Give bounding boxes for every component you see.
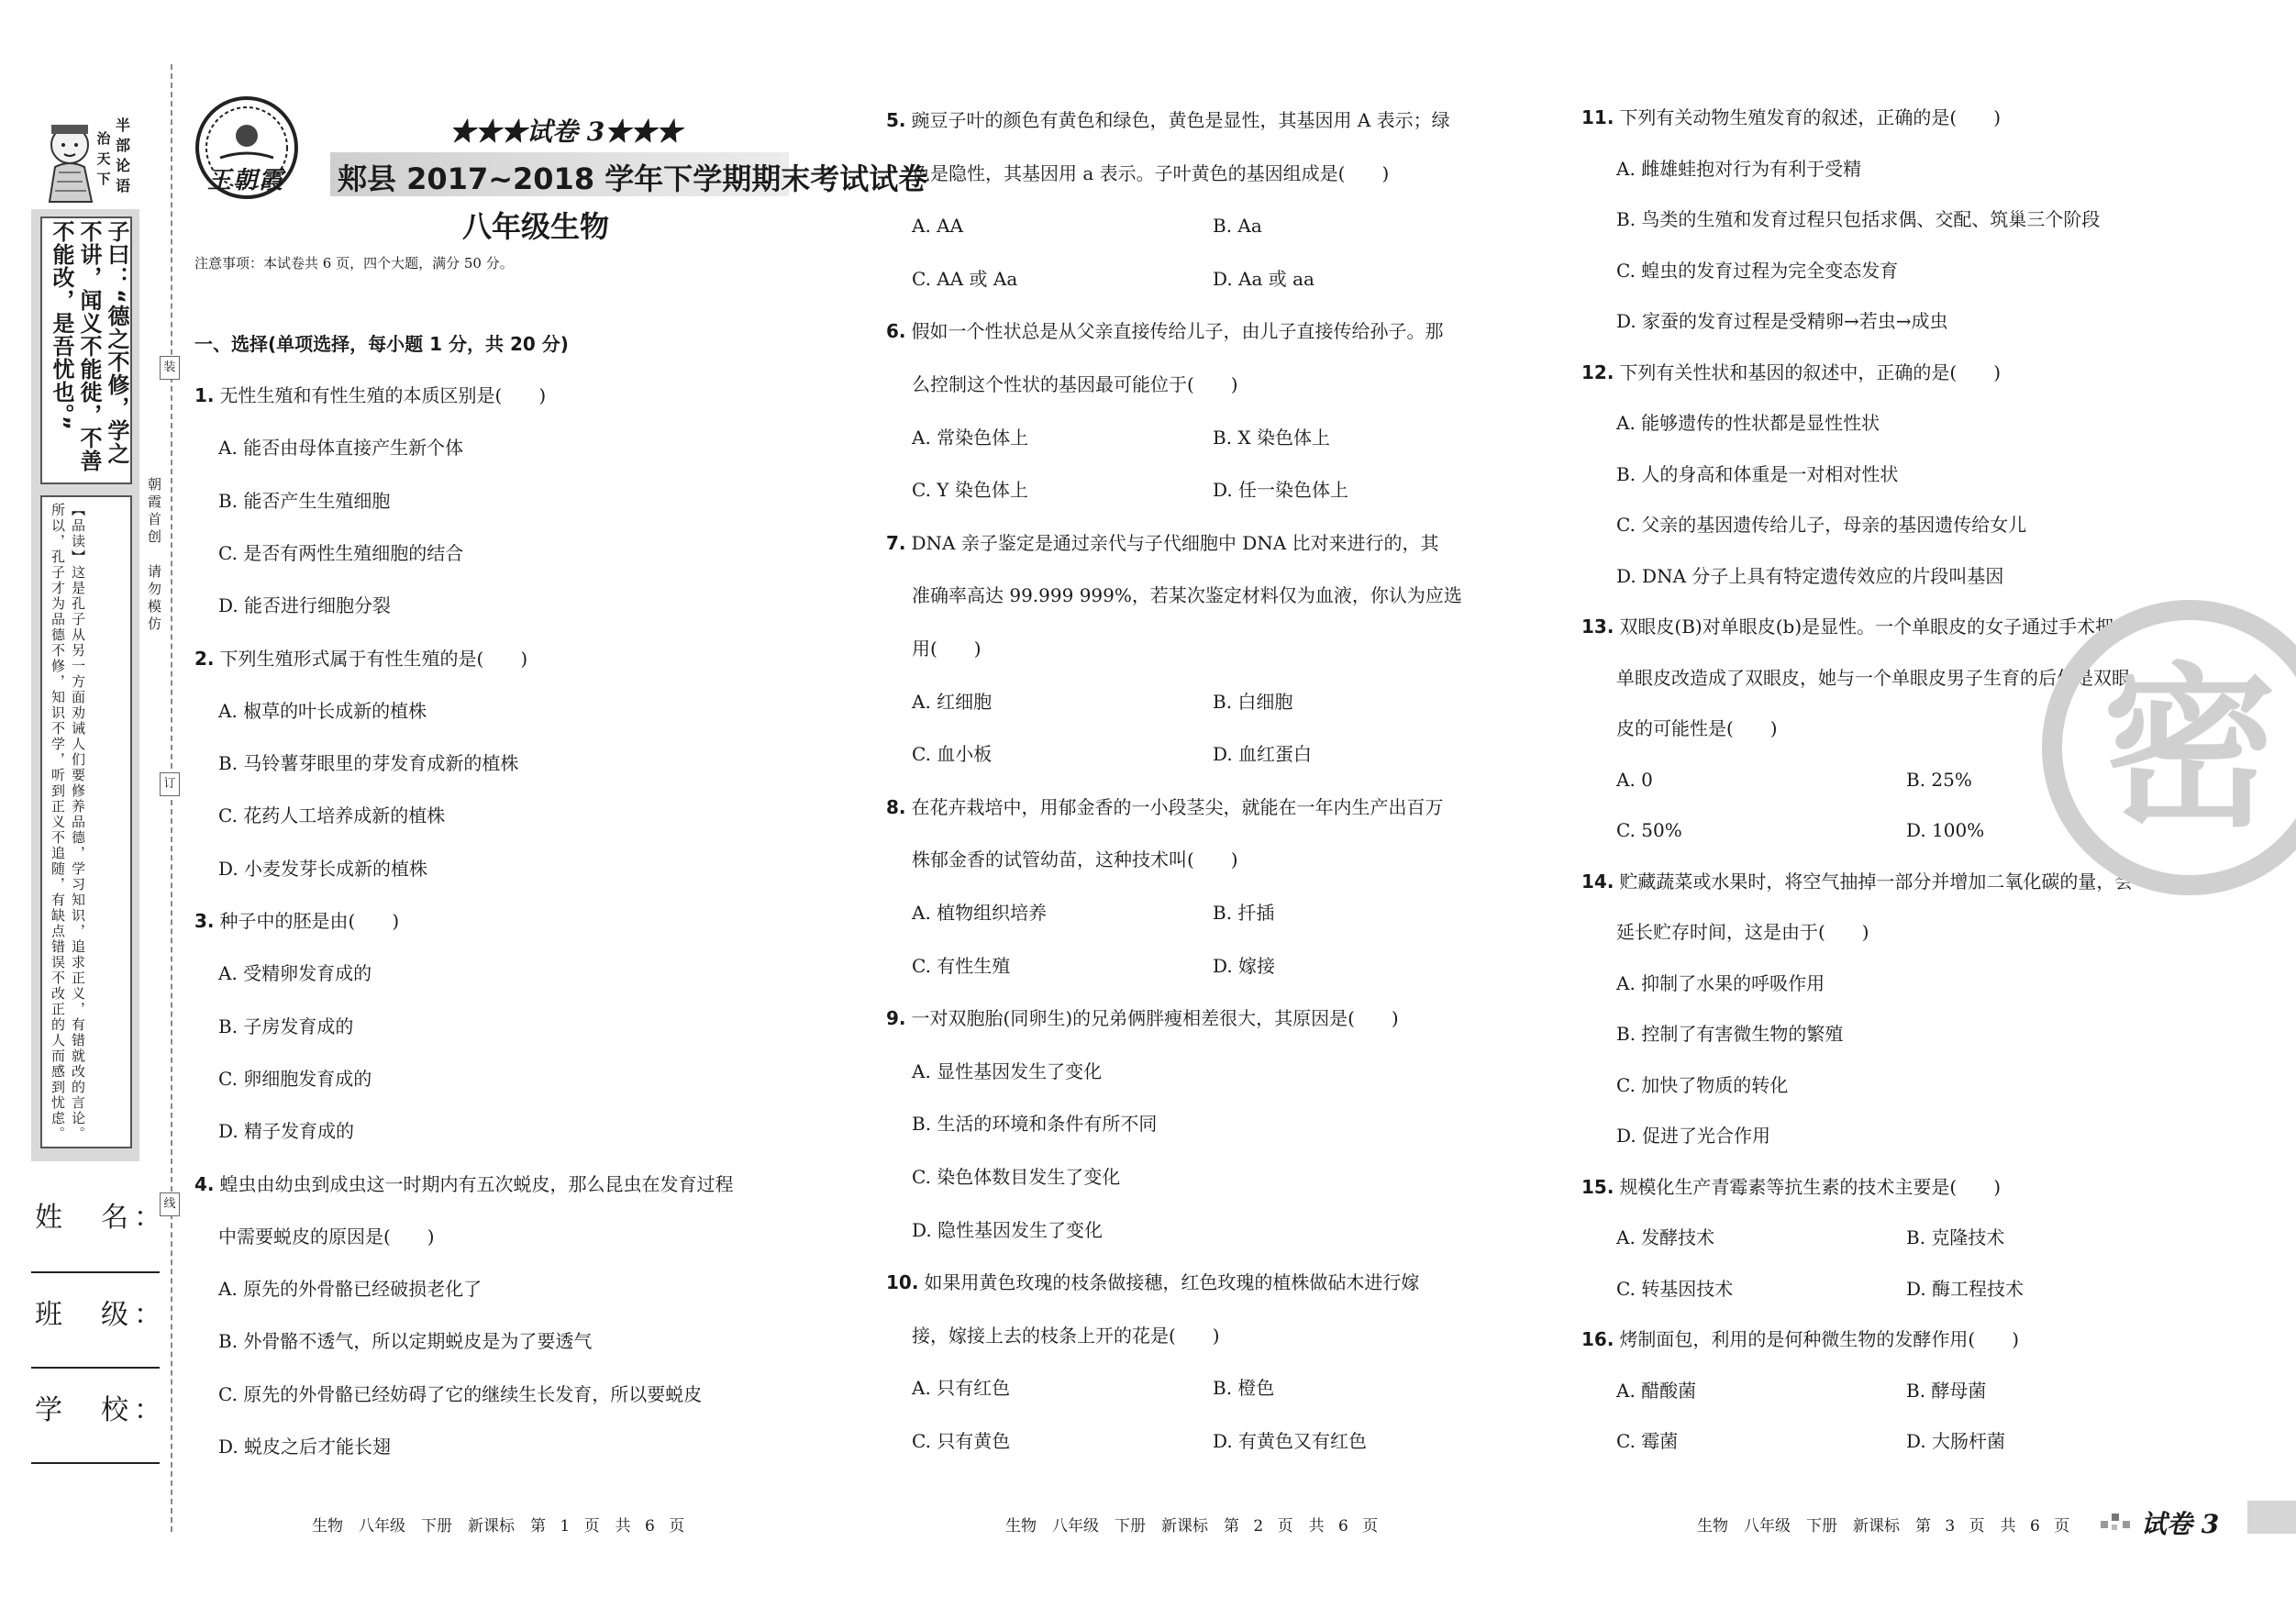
answer-option: C. AA 或 Aa [912, 267, 1018, 290]
question-number: 11. [1581, 106, 1614, 128]
sidebar-motto-2: 治 天 下 [96, 130, 111, 187]
question-number: 8. [886, 795, 906, 818]
question-number: 4. [194, 1172, 215, 1195]
question-stem [1581, 615, 2113, 638]
question-number: 5. [886, 109, 906, 131]
exam-title: 郏县 2017~2018 学年下学期期末考试试卷 [338, 161, 928, 196]
sidebar-motto: 半 部 论 语 [115, 116, 130, 194]
question-text: 蝗虫由幼虫到成虫这一时期内有五次蜕皮，那么昆虫在发育过程 [219, 1172, 734, 1195]
question-number: 3. [194, 910, 215, 932]
question-text: 烤制面包，利用的是何种微生物的发酵作用( ) [1619, 1328, 2020, 1350]
answer-option: D. 家蚕的发育过程是受精卵→若虫→成虫 [1616, 310, 1948, 332]
answer-option: D. 隐性基因发生了变化 [912, 1218, 1104, 1241]
answer-option: D. 血红蛋白 [1213, 743, 1313, 766]
answer-option: A. 原先的外骨骼已经破损老化了 [218, 1278, 482, 1301]
svg-text:密: 密 [2102, 648, 2278, 850]
answer-option: A. 醋酸菌 [1616, 1379, 1697, 1402]
exam-notice: 注意事项：本试卷共 6 页，四个大题，满分 50 分。 [194, 255, 514, 272]
question-continuation: 接，嫁接上去的枝条上开的花是( ) [912, 1324, 1220, 1347]
question-stem [1581, 105, 2001, 129]
school-line [31, 1462, 160, 1464]
question-stem [194, 647, 527, 671]
answer-option: D. 精子发育成的 [218, 1120, 355, 1143]
question-number: 12. [1581, 360, 1614, 383]
footer-page-3: 生物 八年级 下册 新课标 第 3 页 共 6 页 [1697, 1517, 2070, 1536]
seal-mark-1: 装 [160, 356, 180, 380]
question-stem [886, 1270, 1419, 1294]
question-stem [1581, 360, 2001, 384]
answer-option: B. 马铃薯芽眼里的芽发育成新的植株 [218, 752, 519, 775]
footer-bar [2247, 1501, 2296, 1534]
confidential-seal-watermark [2038, 596, 2296, 899]
answer-option: A. 常染色体上 [912, 426, 1029, 449]
answer-option: A. 发酵技术 [1616, 1226, 1715, 1248]
reading-commentary: 【品读】这是孔子从另一方面劝诫人们要修养品德，学习知识，追求正义，有错就改的言论。所以，孔子才为品德不修，知识不学，听到正义不追随，有缺点错误不改正的人而感到忧虑。 [50, 503, 86, 1142]
answer-option: A. 雌雄蛙抱对行为有利于受精 [1616, 157, 1862, 180]
name-label: 姓 名： [35, 1202, 167, 1234]
answer-option: B. 控制了有害微生物的繁殖 [1616, 1023, 1844, 1045]
question-number: 6. [886, 320, 906, 343]
answer-option: B. 酵母菌 [1906, 1379, 1987, 1402]
binding-line [171, 64, 172, 1532]
question-stem [194, 1172, 734, 1196]
answer-option: D. DNA 分子上具有特定遗传效应的片段叫基因 [1616, 564, 2004, 587]
answer-option: A. 0 [1616, 768, 1653, 791]
answer-option: C. 转基因技术 [1616, 1277, 1734, 1300]
school-label: 学 校： [35, 1394, 167, 1426]
question-text: 种子中的胚是由( ) [219, 910, 400, 932]
answer-option: B. 外骨骼不透气，所以定期蜕皮是为了要透气 [218, 1330, 593, 1353]
exam-label: ★★★试卷 3★★★ [449, 116, 682, 147]
copyright-note: 朝霞首创 请勿模仿 [146, 477, 162, 634]
question-continuation: 单眼皮改造成了双眼皮，她与一个单眼皮男子生育的后代是双眼 [1616, 666, 2130, 689]
question-stem [1581, 1327, 2019, 1351]
question-stem [886, 1006, 1399, 1030]
answer-option: A. 红细胞 [912, 690, 993, 713]
answer-option: A. AA [912, 215, 964, 238]
footer-page-2: 生物 八年级 下册 新课标 第 2 页 共 6 页 [1005, 1517, 1379, 1536]
answer-option: B. 25% [1906, 768, 1972, 791]
answer-option: D. 大肠杆菌 [1906, 1430, 2006, 1452]
question-text: 假如一个性状总是从父亲直接传给儿子，由儿子直接传给孙子。那 [911, 320, 1444, 343]
question-text: 无性生殖和有性生殖的本质区别是( ) [219, 384, 547, 406]
question-continuation: 延长贮存时间，这是由于( ) [1616, 921, 1869, 943]
answer-option: B. Aa [1213, 215, 1262, 238]
answer-option: C. Y 染色体上 [912, 479, 1028, 502]
section-heading: 一、选择(单项选择，每小题 1 分，共 20 分) [194, 333, 569, 355]
question-number: 10. [886, 1271, 919, 1294]
question-stem [886, 319, 1444, 343]
answer-option: A. 椒草的叶长成新的植株 [218, 699, 427, 722]
seal-mark-3: 线 [160, 1192, 180, 1216]
question-continuation: 色是隐性，其基因用 a 表示。子叶黄色的基因组成是( ) [912, 161, 1390, 184]
answer-option: C. 加快了物质的转化 [1616, 1073, 1789, 1096]
question-continuation: 皮的可能性是( ) [1616, 717, 1778, 739]
question-number: 7. [886, 531, 906, 554]
footer-exam-label: 试卷 3 [2141, 1509, 2220, 1539]
question-number: 15. [1581, 1175, 1614, 1198]
answer-option: A. 只有红色 [912, 1377, 1011, 1400]
question-continuation: 株郁金香的试管幼苗，这种技术叫( ) [912, 848, 1238, 871]
question-stem [886, 795, 1444, 819]
question-number: 14. [1581, 870, 1614, 893]
answer-option: D. 酶工程技术 [1906, 1277, 2024, 1300]
answer-option: A. 显性基因发生了变化 [912, 1059, 1103, 1082]
answer-option: B. 橙色 [1213, 1377, 1275, 1400]
answer-option: D. 任一染色体上 [1213, 479, 1349, 502]
answer-option: B. X 染色体上 [1213, 426, 1331, 449]
question-continuation: 么控制这个性状的基因最可能位于( ) [912, 373, 1238, 395]
answer-option: C. 血小板 [912, 743, 993, 766]
question-text: 下列生殖形式属于有性生殖的是( ) [219, 647, 528, 670]
question-text: 一对双胞胎(同卵生)的兄弟俩胖瘦相差很大，其原因是( ) [911, 1007, 1399, 1030]
question-stem [886, 108, 1450, 132]
question-stem [886, 531, 1439, 555]
answer-option: C. 只有黄色 [912, 1430, 1011, 1452]
question-text: 豌豆子叶的颜色有黄色和绿色，黄色是显性，其基因用 A 表示；绿 [911, 109, 1450, 131]
answer-option: D. 能否进行细胞分裂 [218, 594, 392, 617]
question-text: 下列有关性状和基因的叙述中，正确的是( ) [1619, 360, 2002, 383]
footer-dots-icon [2101, 1510, 2137, 1532]
answer-option: C. 50% [1616, 819, 1682, 841]
question-number: 1. [194, 384, 215, 406]
question-stem [194, 383, 546, 407]
question-text: 在花卉栽培中，用郁金香的一小段茎尖，就能在一年内生产出百万 [911, 795, 1444, 818]
answer-option: B. 扦插 [1213, 902, 1275, 924]
answer-option: C. 染色体数目发生了变化 [912, 1166, 1121, 1188]
answer-option: B. 能否产生生殖细胞 [218, 489, 391, 512]
question-text: 如果用黄色玫瑰的枝条做接穗，红色玫瑰的植株做砧木进行嫁 [924, 1271, 1420, 1294]
answer-option: C. 卵细胞发育成的 [218, 1067, 372, 1090]
answer-option: D. 嫁接 [1213, 954, 1276, 977]
subject-title: 八年级生物 [462, 209, 610, 244]
answer-option: C. 霉菌 [1616, 1430, 1679, 1452]
logo-text: 王朝霞 [207, 167, 285, 194]
answer-option: A. 抑制了水果的呼吸作用 [1616, 971, 1825, 994]
confucius-quote: 子曰：“德之不修，学之不讲，闻义不能徙，不善不能改，是吾忧也。” [49, 220, 129, 472]
question-number: 16. [1581, 1328, 1614, 1350]
answer-option: D. Aa 或 aa [1213, 267, 1314, 290]
answer-option: C. 花药人工培养成新的植株 [218, 804, 446, 827]
answer-option: D. 蜕皮之后才能长翅 [218, 1436, 392, 1458]
answer-option: C. 父亲的基因遗传给儿子，母亲的基因遗传给女儿 [1616, 514, 2027, 536]
class-label: 班 级： [35, 1299, 167, 1331]
answer-option: B. 鸟类的生殖和发育过程只包括求偶、交配、筑巢三个阶段 [1616, 208, 2101, 230]
answer-option: C. 有性生殖 [912, 954, 1011, 977]
question-text: DNA 亲子鉴定是通过亲代与子代细胞中 DNA 比对来进行的，其 [911, 531, 1439, 554]
footer-page-1: 生物 八年级 下册 新课标 第 1 页 共 6 页 [312, 1517, 685, 1536]
question-stem [194, 909, 399, 933]
answer-option: D. 促进了光合作用 [1616, 1125, 1771, 1147]
answer-option: B. 白细胞 [1213, 690, 1293, 713]
seal-mark-2: 订 [160, 772, 180, 796]
answer-option: B. 子房发育成的 [218, 1015, 354, 1037]
answer-option: D. 有黄色又有红色 [1213, 1430, 1368, 1452]
question-text: 规模化生产青霉素等抗生素的技术主要是( ) [1619, 1175, 2002, 1198]
answer-option: A. 能够遗传的性状都是显性性状 [1616, 412, 1880, 434]
question-continuation: 中需要蜕皮的原因是( ) [218, 1225, 435, 1248]
answer-option: D. 100% [1906, 819, 1985, 841]
class-line [31, 1367, 160, 1369]
answer-option: B. 人的身高和体重是一对相对性状 [1616, 462, 1899, 485]
question-number: 2. [194, 647, 215, 670]
question-continuation: 准确率高达 99.999 999%，若某次鉴定材料仅为血液，你认为应选 [912, 584, 1462, 607]
question-stem [1581, 1175, 2001, 1199]
question-number: 9. [886, 1007, 906, 1030]
question-number: 13. [1581, 616, 1614, 638]
answer-option: A. 受精卵发育成的 [218, 962, 372, 985]
answer-option: B. 克隆技术 [1906, 1226, 2005, 1248]
question-continuation: 用( ) [912, 638, 982, 660]
question-text: 下列有关动物生殖发育的叙述，正确的是( ) [1619, 106, 2002, 128]
question-text: 双眼皮(B)对单眼皮(b)是显性。一个单眼皮的女子通过手术把 [1619, 616, 2114, 638]
answer-option: A. 能否由母体直接产生新个体 [218, 437, 464, 460]
answer-option: B. 生活的环境和条件有所不同 [912, 1113, 1158, 1136]
answer-option: C. 蝗虫的发育过程为完全变态发育 [1616, 259, 1899, 282]
answer-option: C. 原先的外骨骼已经妨碍了它的继续生长发育，所以要蜕皮 [218, 1382, 703, 1405]
answer-option: C. 是否有两性生殖细胞的结合 [218, 541, 464, 564]
name-line [31, 1271, 160, 1273]
answer-option: A. 植物组织培养 [912, 902, 1048, 924]
question-text: 贮藏蔬菜或水果时，将空气抽掉一部分并增加二氧化碳的量，会 [1619, 870, 2134, 893]
answer-option: D. 小麦发芽长成新的植株 [218, 857, 428, 880]
